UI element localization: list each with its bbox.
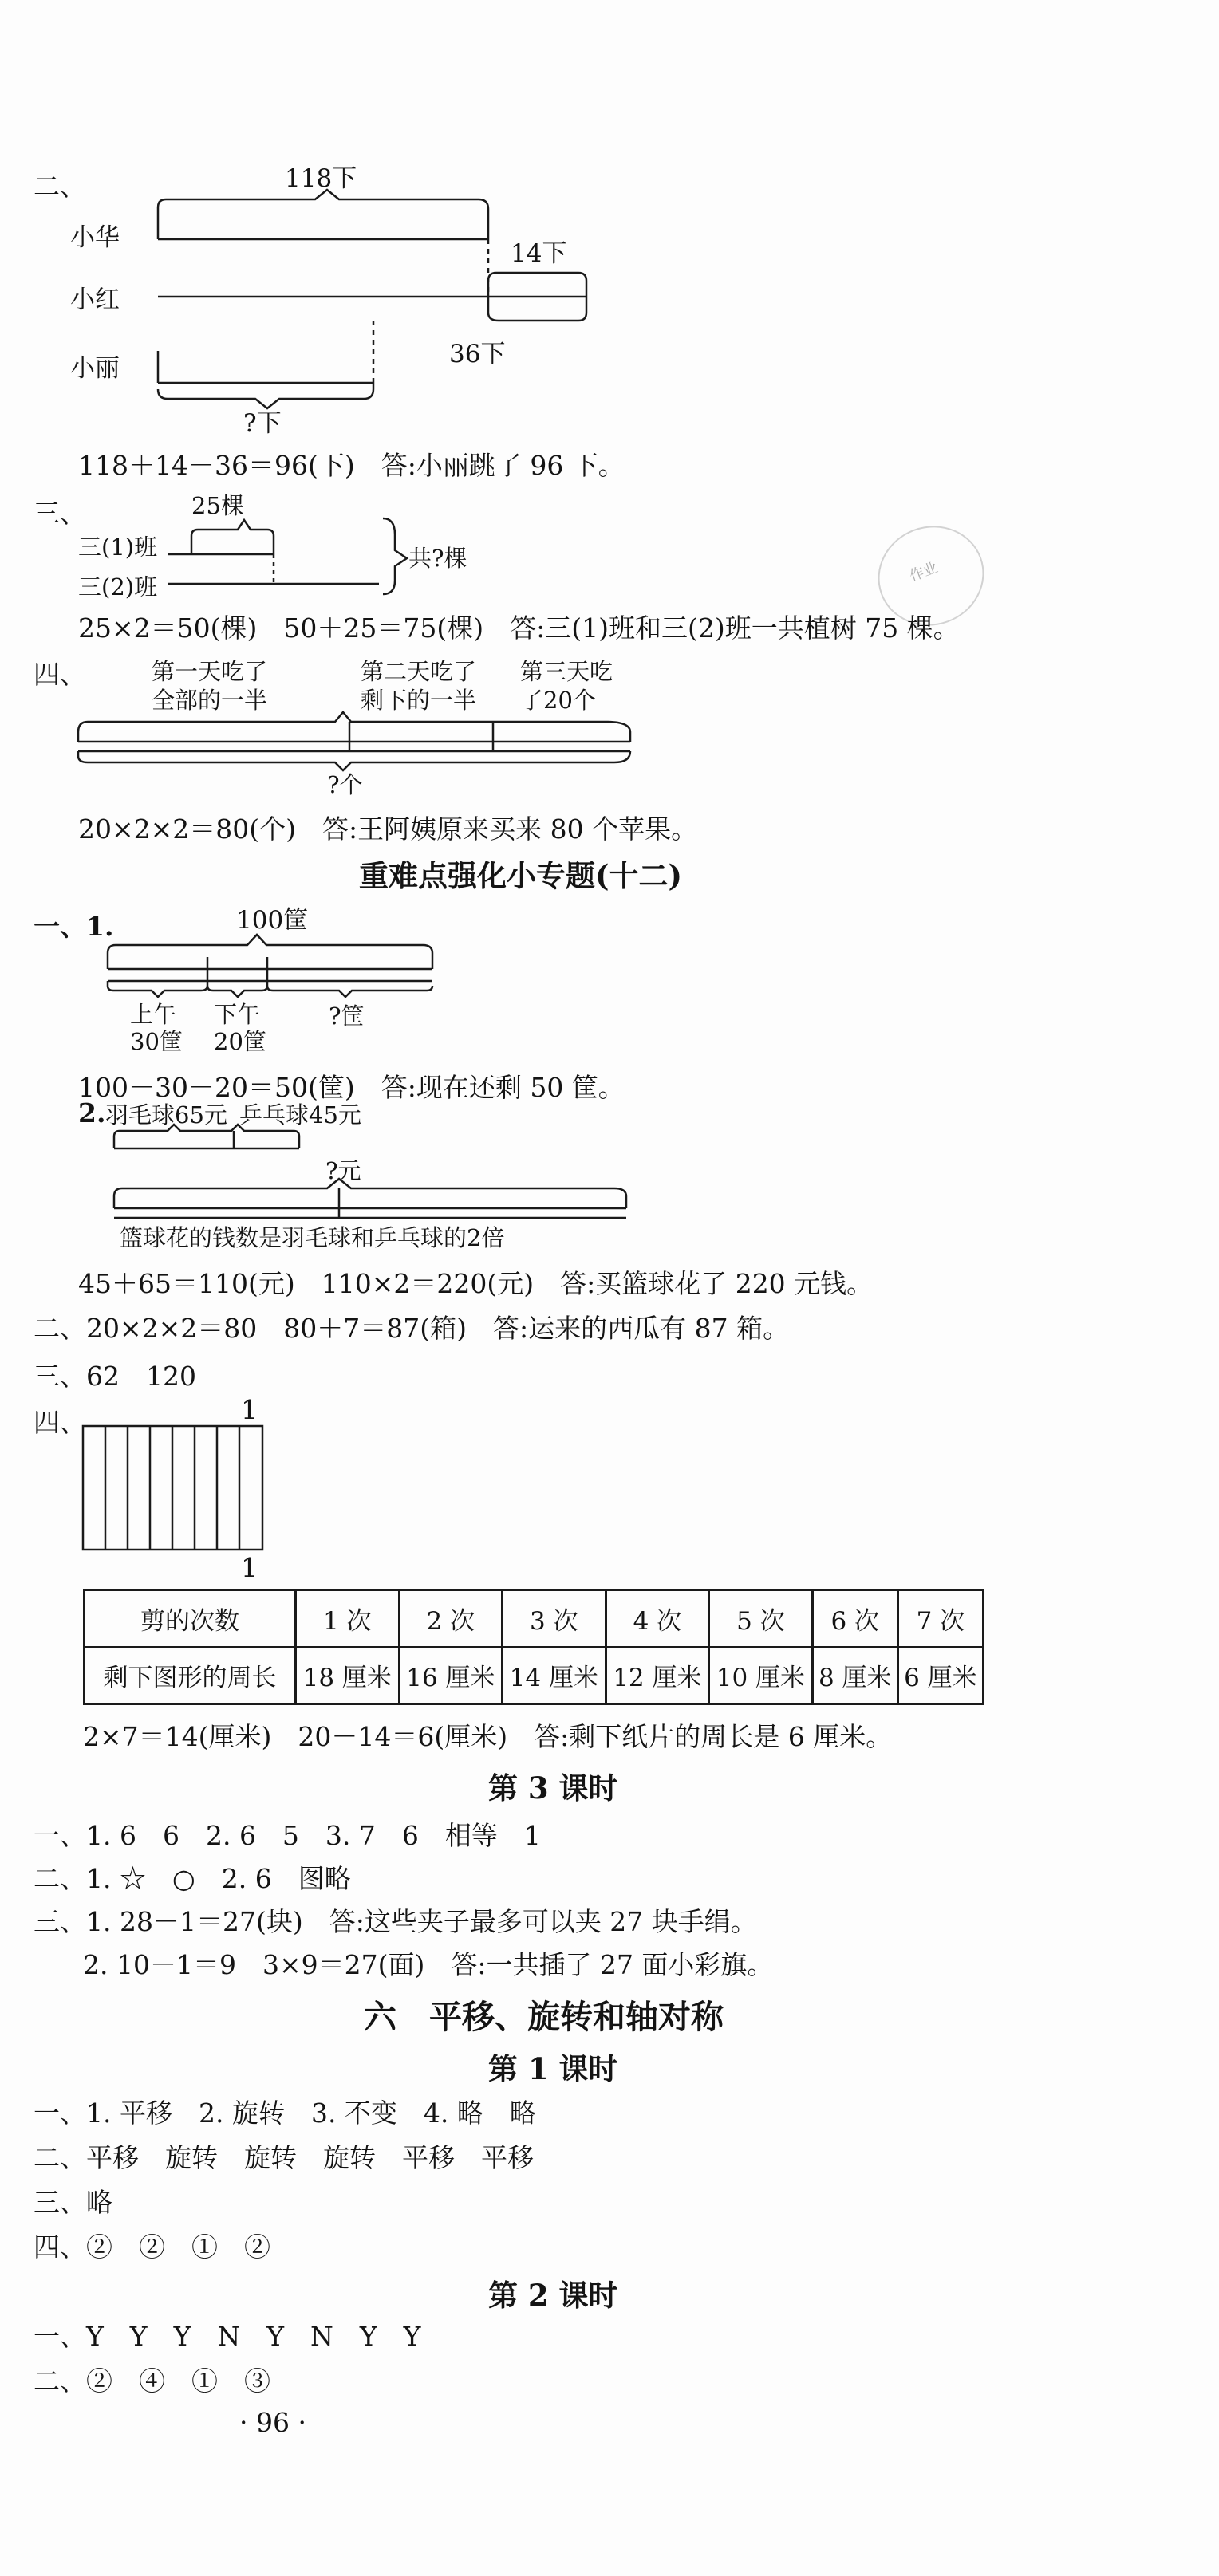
p2-pingpong: 乒乓球45元 xyxy=(239,1101,361,1128)
cut-table xyxy=(83,1589,984,1705)
s2-total-note: 118下 xyxy=(285,164,357,193)
section-title-special: 重难点强化小专题(十二) xyxy=(359,858,683,893)
s4-day3-a: 第三天吃 xyxy=(520,658,613,685)
s3-row-2: 三(2)班 xyxy=(78,573,158,601)
s3-note-25: 25棵 xyxy=(191,492,244,519)
table-cell: 16 厘米 xyxy=(399,1647,503,1704)
s2-name-xiaoli: 小丽 xyxy=(70,354,120,383)
table-row xyxy=(85,1647,984,1704)
s2-name-xiaohua: 小华 xyxy=(70,223,120,252)
table-cell: 2 次 xyxy=(399,1590,503,1648)
table-cell: 10 厘米 xyxy=(709,1647,813,1704)
p2-badminton: 羽毛球65元 xyxy=(105,1101,227,1128)
page-number: · 96 · xyxy=(239,2407,306,2438)
s3-row-1: 三(1)班 xyxy=(78,534,158,561)
s4-day3-b: 了20个 xyxy=(520,687,596,714)
table-cell: 12 厘米 xyxy=(606,1647,709,1704)
s2-note-36: 36下 xyxy=(449,340,506,368)
p2-note: 篮球花的钱数是羽毛球和乒乓球的2倍 xyxy=(120,1224,505,1251)
p2-q: ?元 xyxy=(325,1157,361,1184)
s4-day2-b: 剩下的一半 xyxy=(361,687,477,714)
table-cell: 6 厘米 xyxy=(897,1647,983,1704)
lesson-2-title: 第 2 课时 xyxy=(488,2278,618,2313)
p1-solution: 100－30－20＝50(筐) 答:现在还剩 50 筐。 xyxy=(78,1072,625,1103)
s2-note-q: ?下 xyxy=(243,409,282,438)
lesson-1-line-1: 一、1. 平移 2. 旋转 3. 不变 4. 略 略 xyxy=(34,2097,536,2129)
p1-q: ?筐 xyxy=(329,1002,365,1030)
lesson-3-line-4: 2. 10－1＝9 3×9＝27(面) 答:一共插了 27 面小彩旗。 xyxy=(83,1949,774,1980)
table-cell: 14 厘米 xyxy=(503,1647,606,1704)
s2-note-14: 14下 xyxy=(511,239,567,268)
p5-one-bottom: 1 xyxy=(241,1552,258,1583)
table-cell: 6 次 xyxy=(812,1590,897,1648)
chapter-title: 六 平移、旋转和轴对称 xyxy=(364,1998,724,2036)
table-cell: 7 次 xyxy=(897,1590,983,1648)
p4-line: 三、62 120 xyxy=(34,1361,196,1392)
s3-total: 共?棵 xyxy=(408,545,467,572)
p2-solution: 45＋65＝110(元) 110×2＝220(元) 答:买篮球花了 220 元钱。 xyxy=(78,1268,874,1299)
p1-pm-value: 20筐 xyxy=(214,1028,266,1055)
p1-pm: 下午 xyxy=(214,1001,261,1028)
lesson-3-title: 第 3 课时 xyxy=(488,1771,618,1806)
s2-name-xiaohong: 小红 xyxy=(70,286,120,314)
p5-one-top: 1 xyxy=(241,1394,258,1425)
p5-solution: 2×7＝14(厘米) 20－14＝6(厘米) 答:剩下纸片的周长是 6 厘米。 xyxy=(83,1721,893,1752)
table-cell: 4 次 xyxy=(606,1590,709,1648)
table-cell: 1 次 xyxy=(296,1590,400,1648)
s2-solution: 118＋14－36＝96(下) 答:小丽跳了 96 下。 xyxy=(78,450,625,481)
lesson-3-line-2: 二、1. ☆ ○ 2. 6 图略 xyxy=(34,1863,351,1894)
lesson-2-line-2: 二、② ④ ① ③ xyxy=(34,2365,270,2397)
p1-am: 上午 xyxy=(130,1001,177,1028)
p5-label: 四、 xyxy=(34,1407,86,1438)
lesson-1-title: 第 1 课时 xyxy=(488,2051,618,2086)
homework-stamp: 作业 xyxy=(864,511,998,640)
lesson-1-line-2: 二、平移 旋转 旋转 旋转 平移 平移 xyxy=(34,2142,534,2173)
s3-solution: 25×2＝50(棵) 50＋25＝75(棵) 答:三(1)班和三(2)班一共植树 75 棵。 xyxy=(78,612,960,644)
table-cell: 剩下图形的周长 xyxy=(85,1647,296,1704)
table-cell: 18 厘米 xyxy=(296,1647,400,1704)
s4-solution: 20×2×2＝80(个) 答:王阿姨原来买来 80 个苹果。 xyxy=(78,813,698,845)
lesson-2-line-1: 一、Y Y Y N Y N Y Y xyxy=(34,2321,421,2352)
lesson-1-line-4: 四、② ② ① ② xyxy=(34,2231,270,2263)
section-4-label: 四、 xyxy=(34,659,86,690)
lesson-3-line-1: 一、1. 6 6 2. 6 5 3. 7 6 相等 1 xyxy=(34,1820,541,1851)
s4-day1-b: 全部的一半 xyxy=(152,687,268,714)
s4-q: ?个 xyxy=(327,771,363,798)
table-cell: 3 次 xyxy=(503,1590,606,1648)
table-cell: 8 厘米 xyxy=(812,1647,897,1704)
table-row xyxy=(85,1590,984,1648)
lesson-3-line-3: 三、1. 28－1＝27(块) 答:这些夹子最多可以夹 27 块手绢。 xyxy=(34,1906,757,1937)
table-cell: 剪的次数 xyxy=(85,1590,296,1648)
p1-top: 100筐 xyxy=(236,906,309,935)
section-3-label: 三、 xyxy=(34,498,86,529)
p3-line: 二、20×2×2＝80 80＋7＝87(箱) 答:运来的西瓜有 87 箱。 xyxy=(34,1313,790,1344)
s4-day2-a: 第二天吃了 xyxy=(361,658,477,685)
section-2-label: 二、 xyxy=(34,171,86,202)
lesson-1-line-3: 三、略 xyxy=(34,2187,112,2218)
p1-am-value: 30筐 xyxy=(130,1028,183,1055)
s4-day1-a: 第一天吃了 xyxy=(152,658,268,685)
p2-label: 2. xyxy=(78,1097,106,1128)
p1-label: 一、1. xyxy=(34,911,114,942)
table-cell: 5 次 xyxy=(709,1590,813,1648)
